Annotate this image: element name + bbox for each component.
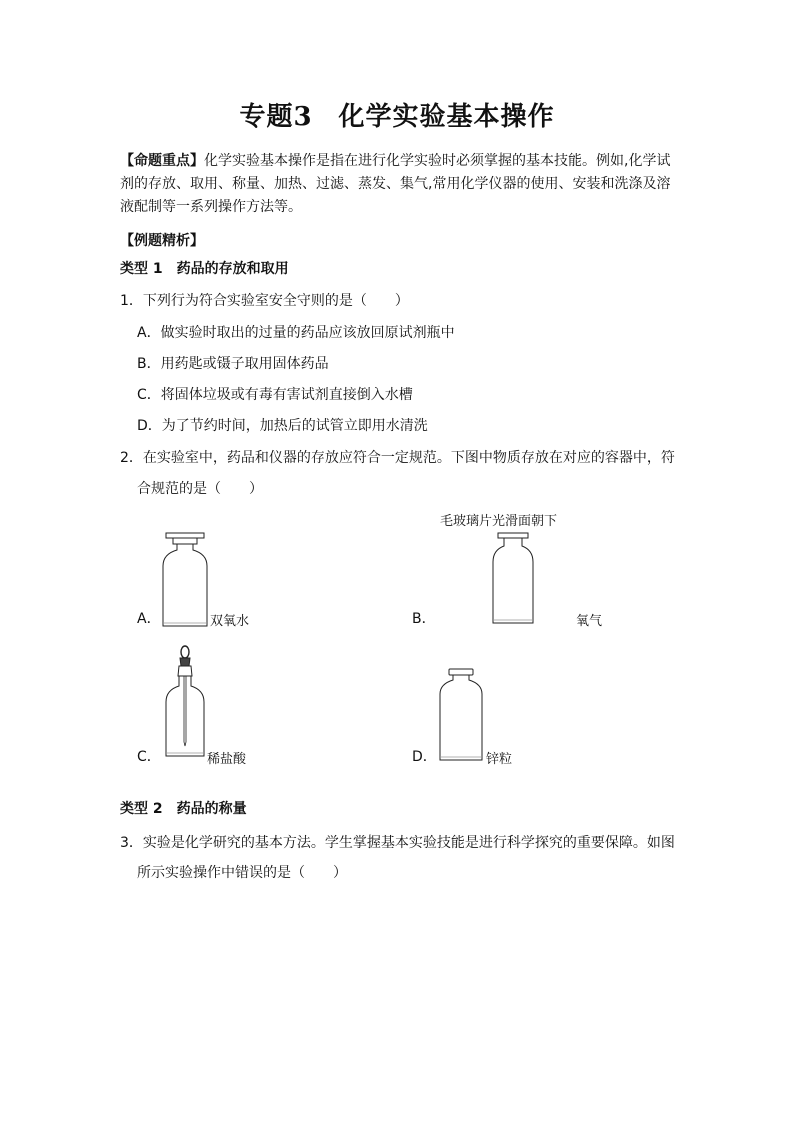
q2-option-d-label: 锌粒 [486,752,513,767]
intro-paragraph [120,150,676,219]
type1-label: 类型 1 [120,261,163,277]
q2-stem-line2: 合规范的是（ ） [137,481,263,497]
bottle-a-image [160,530,210,630]
q2-stem-line1: 2．在实验室中，药品和仪器的存放应符合一定规范。下图中物质存放在对应的容器中，符 [120,450,675,466]
q2-option-a-letter: A． [137,611,161,627]
q2-option-c-letter: C． [137,749,161,765]
title-main: 专题3 [239,102,313,132]
type1-title: 药品的存放和取用 [176,261,289,277]
q2-option-b-letter: B． [412,611,436,627]
type1-heading [120,260,289,279]
q3-stem-line1: 3．实验是化学研究的基本方法。学生掌握基本实验技能是进行科学探究的重要保障。如图 [120,835,675,851]
bottle-b-image [490,532,536,627]
bottle-c-image [163,642,207,760]
type2-label: 类型 2 [120,801,163,817]
q2-option-c-label: 稀盐酸 [207,752,247,767]
q2-glass-plate-note: 毛玻璃片光滑面朝下 [440,514,558,529]
q3-stem-line2: 所示实验操作中错误的是（ ） [137,865,347,881]
title-sub: 化学实验基本操作 [338,102,555,132]
q1-option-b: B．用药匙或镊子取用固体药品 [137,356,329,372]
page-title [0,96,794,133]
q1-option-a: A．做实验时取出的过量的药品应该放回原试剂瓶中 [137,325,455,341]
intro-tag: 【命题重点】 [120,153,204,169]
q2-option-d-letter: D． [412,749,437,765]
q1-stem: 1．下列行为符合实验室安全守则的是（ ） [120,293,409,309]
q2-option-b-label: 氧气 [576,614,603,629]
section-label: 【例题精析】 [120,233,204,249]
type2-heading [120,800,247,819]
type2-title: 药品的称量 [176,801,247,817]
q2-option-a-label: 双氧水 [210,614,250,629]
q1-option-c: C．将固体垃圾或有毒有害试剂直接倒入水槽 [137,387,413,403]
intro-text: 化学实验基本操作是指在进行化学实验时必须掌握的基本技能。例如,化学试剂的存放、取用、称量、加热、过滤、蒸发、集气,常用化学仪器的使用、安装和洗涤及溶液配制等一系列操作方法等。 [120,153,671,215]
q1-option-d: D．为了节约时间，加热后的试管立即用水清洗 [137,418,428,434]
bottle-d-image [438,668,484,764]
